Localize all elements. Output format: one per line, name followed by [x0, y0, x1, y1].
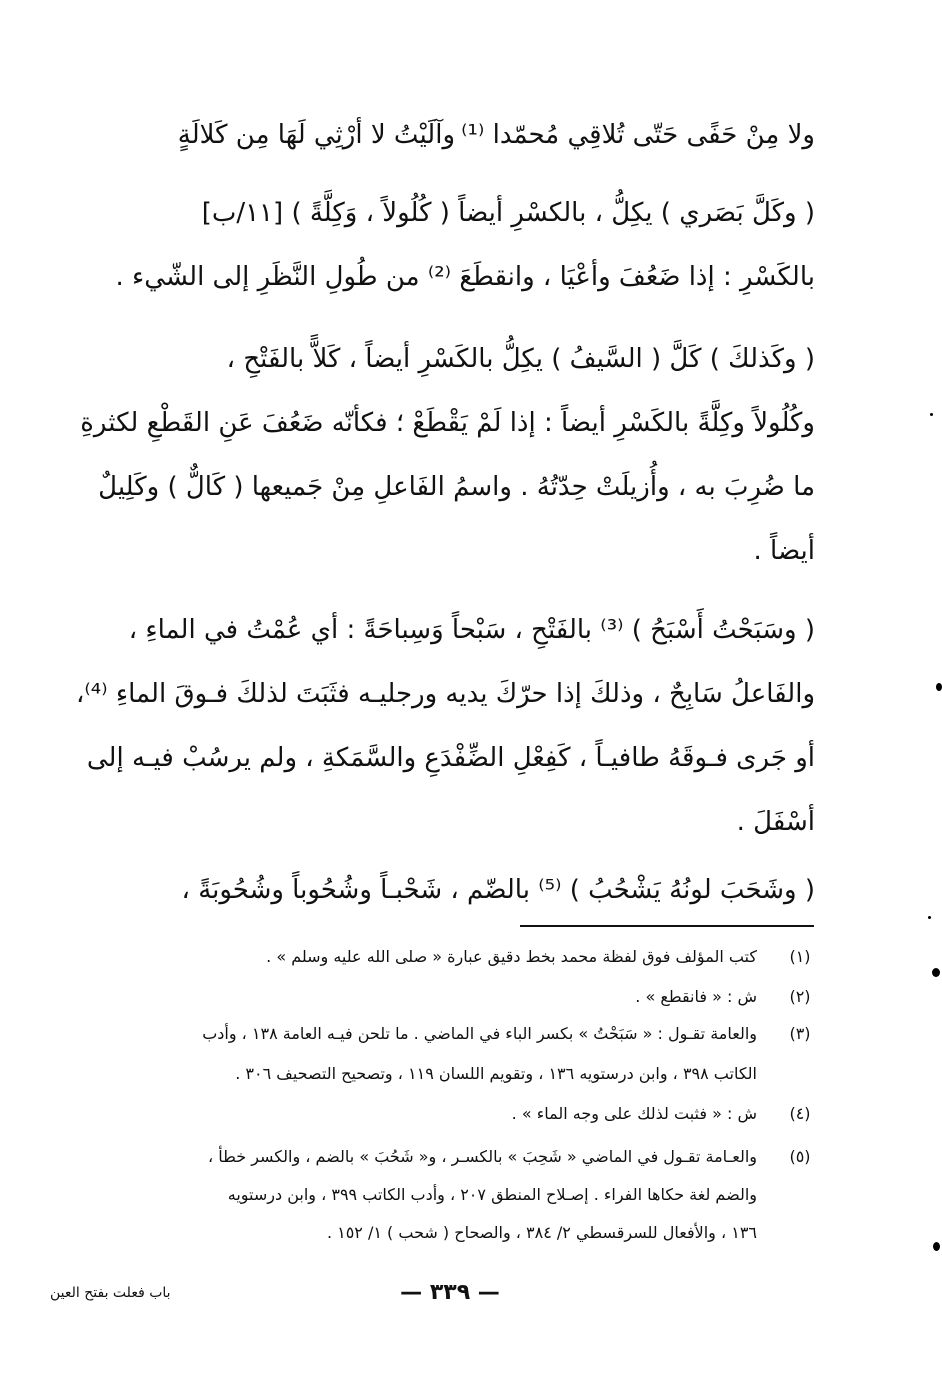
footnote-5-continuation: والضم لغة حكاها الفراء . إصـلاح المنطق ٢٠٧ ، وأدب الكاتب ٣٩٩ ، وابن درستويه	[227, 1185, 757, 1204]
footnote-text: كتب المؤلف فوق لفظة محمد بخط دقيق عبارة « صلى الله عليه وسلم » .	[266, 947, 757, 966]
text-line: أسْفَلَ .	[736, 807, 815, 837]
text-line: ( وشَحَبَ لونُهُ يَشْحُبُ ) ⁽⁵⁾ بالضّم ، شَحْبـاً وشُحُوباً وشُحُوبَةً ،	[181, 875, 815, 905]
footnote-text: ش : « فانقطع » .	[635, 987, 757, 1006]
text-line: وكُلُولاً وكِلَّةً بالكَسْرِ أيضاً : إذا لَمْ يَقْطَعْ ؛ فكأنّه ضَعُفَ عَنِ القَطْعِ لكثرةِ	[80, 408, 815, 438]
text-line: أيضاً .	[753, 536, 815, 566]
text-line: أو جَرى فـوقَهُ طافيـاً ، كَفِعْلِ الضِّفْدَعِ والسَّمَكةِ ، ولم يرسُبْ فيـه إلى	[86, 743, 815, 773]
text-line: ( وكَذلكَ ) كَلَّ ( السَّيفُ ) يكِلُّ بالكَسْرِ أيضاً ، كَلاًّ بالفَتْحِ ،	[226, 344, 815, 374]
poetry-verse	[95, 103, 815, 167]
footnote-number: (٥)	[789, 1147, 811, 1166]
paragraph-kalla-basari	[95, 181, 815, 309]
scan-speck	[936, 683, 942, 691]
text-line: بالكَسْرِ : إذا ضَعُفَ وأعْيَا ، وانقطَعَ ⁽²⁾ من طُولِ النَّظَرِ إلى الشّيء .	[115, 262, 815, 292]
paragraph-sabahtu	[76, 598, 815, 854]
text-line: ( وكَلَّ بَصَري ) يكِلُّ ، بالكسْرِ أيضاً ( كُلُولاً ، وَكِلَّةً ) [١١/ب]	[201, 198, 815, 228]
footnote-3	[95, 1019, 815, 1049]
text-line: والفَاعلُ سَابِحٌ ، وذلكَ إذا حرّكَ يديه ورجليـه فثَبَتَ لذلكَ فـوقَ الماءِ ⁽⁴⁾،	[76, 679, 815, 709]
text-line: ( وسَبَحْتُ أَسْبَحُ ) ⁽³⁾ بالفَتْحِ ، سَبْحاً وَسِباحَةً : أي عُمْتُ في الماءِ ،	[128, 615, 815, 645]
footnote-number: (٤)	[789, 1104, 811, 1123]
footnote-number: (٣)	[789, 1024, 811, 1043]
footnote-text: والعامة تقـول : « سَبَحْتُ » بكسر الباء في الماضي . ما تلحن فيـه العامة ١٣٨ ، وأدب	[202, 1024, 757, 1043]
paragraph-shahaba	[95, 858, 815, 922]
footnote-text: والعـامة تقـول في الماضي « شَحِبَ » بالكسـر ، و« شَحُبَ » بالضم ، والكسر خطأ ،	[207, 1147, 757, 1166]
footnote-3-continuation: الكاتب ٣٩٨ ، وابن درستويه ١٣٦ ، وتقويم اللسان ١١٩ ، وتصحيح التصحيف ٣٠٦ .	[235, 1064, 757, 1083]
running-head: باب فعلت بفتح العين	[50, 1285, 171, 1301]
scan-speck	[930, 413, 933, 416]
footnote-2	[95, 982, 815, 1012]
scan-speck	[928, 916, 931, 919]
footnote-5-continuation: ١٣٦ ، والأفعال للسرقسطي ٢/ ٣٨٤ ، والصحاح ( شحب ) ١/ ١٥٢ .	[326, 1223, 757, 1242]
page-number: — ٣٣٩ —	[400, 1280, 500, 1305]
footnote-number: (١)	[789, 947, 811, 966]
text-line: ما ضُرِبَ به ، وأُزيلَتْ حِدّتُهُ . واسمُ الفَاعلِ مِنْ جَميعها ( كَالٌّ ) وكَلِيلٌ	[98, 472, 815, 502]
footnote-1	[95, 942, 815, 972]
footnote-5	[95, 1142, 815, 1172]
footnote-separator	[520, 925, 814, 927]
footnote-text: ش : « فثبت لذلك على وجه الماء » .	[511, 1104, 757, 1123]
paragraph-kadhalika-saif	[80, 327, 815, 583]
footnote-4	[95, 1099, 815, 1129]
footnote-number: (٢)	[789, 987, 811, 1006]
verse-hemistich-1: ولا مِنْ حَفًى حَتّى تُلاقِي مُحمّدا ⁽¹⁾	[461, 120, 815, 150]
verse-hemistich-2: وآلَيْتُ لا أرْثِي لَهَا مِن كَلالَةٍ	[177, 120, 455, 150]
scan-speck	[932, 968, 940, 977]
scan-speck	[933, 1242, 940, 1251]
